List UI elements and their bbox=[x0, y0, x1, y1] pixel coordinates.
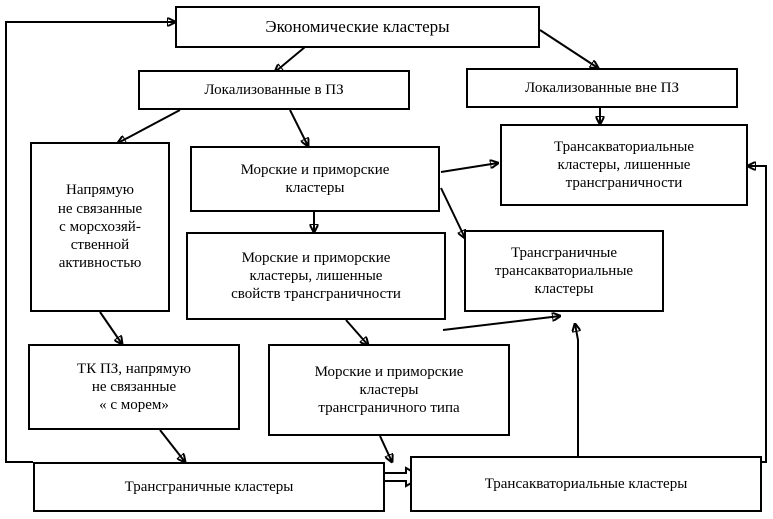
node-tk-pz-not-connected-with-sea[interactable] bbox=[28, 344, 240, 430]
node-label: Локализованные в ПЗ bbox=[204, 81, 344, 98]
node-label: Трансграничные трансакваториальные кластеры bbox=[494, 244, 634, 298]
edge-n3-to-n8 bbox=[100, 312, 122, 344]
node-label: Морские и приморские кластеры bbox=[240, 161, 390, 196]
node-label: Напрямую не связанные с морсхозяй- ственной активностью bbox=[57, 182, 143, 272]
edge-n11-to-n5-loop bbox=[748, 166, 766, 462]
edge-inside-to-n4 bbox=[290, 110, 308, 146]
edge-n4-to-n7 bbox=[441, 188, 465, 238]
node-label: ТК ПЗ, напрямую не связанные « с морем» bbox=[77, 360, 191, 414]
node-label: Локализованные вне ПЗ bbox=[525, 79, 679, 96]
node-label: Трансакваториальные кластеры bbox=[484, 475, 688, 492]
node-label: Трансакваториальные кластеры, лишенные трансграничности bbox=[554, 138, 694, 192]
node-label: Экономические кластеры bbox=[265, 16, 450, 36]
node-economic-clusters[interactable] bbox=[175, 6, 540, 48]
node-marine-coastal-crossborder-type[interactable] bbox=[268, 344, 510, 436]
node-localized-outside-pz[interactable] bbox=[466, 68, 738, 108]
node-crossborder-transaquatorial[interactable] bbox=[464, 230, 664, 312]
node-label: Трансграничные кластеры bbox=[124, 478, 294, 495]
node-not-directly-connected[interactable] bbox=[30, 142, 170, 312]
node-marine-coastal-clusters[interactable] bbox=[190, 146, 440, 212]
node-transaquatorial-no-crossborder[interactable] bbox=[500, 124, 748, 206]
edge-to-n7-right bbox=[443, 316, 560, 330]
edge-n4-to-n5 bbox=[441, 163, 498, 172]
edge-n8-to-n10 bbox=[160, 430, 185, 462]
node-marine-coastal-no-crossborder-props[interactable] bbox=[186, 232, 446, 320]
edge-inside-to-n3 bbox=[118, 110, 180, 143]
edge-n6-to-n9 bbox=[346, 320, 368, 345]
edge-title-to-outside bbox=[540, 30, 598, 68]
node-crossborder-clusters[interactable] bbox=[33, 462, 385, 512]
edge-title-to-inside bbox=[275, 47, 305, 72]
edge-n9-to-n10 bbox=[380, 436, 392, 462]
edge-n11-to-n7 bbox=[575, 324, 578, 462]
node-label: Морские и приморские кластеры трансграничного типа bbox=[314, 363, 464, 417]
node-localized-inside-pz[interactable] bbox=[138, 70, 410, 110]
node-transaquatorial-clusters[interactable] bbox=[410, 456, 762, 512]
node-label: Морские и приморские кластеры, лишенные свойств трансграничности bbox=[231, 249, 401, 303]
